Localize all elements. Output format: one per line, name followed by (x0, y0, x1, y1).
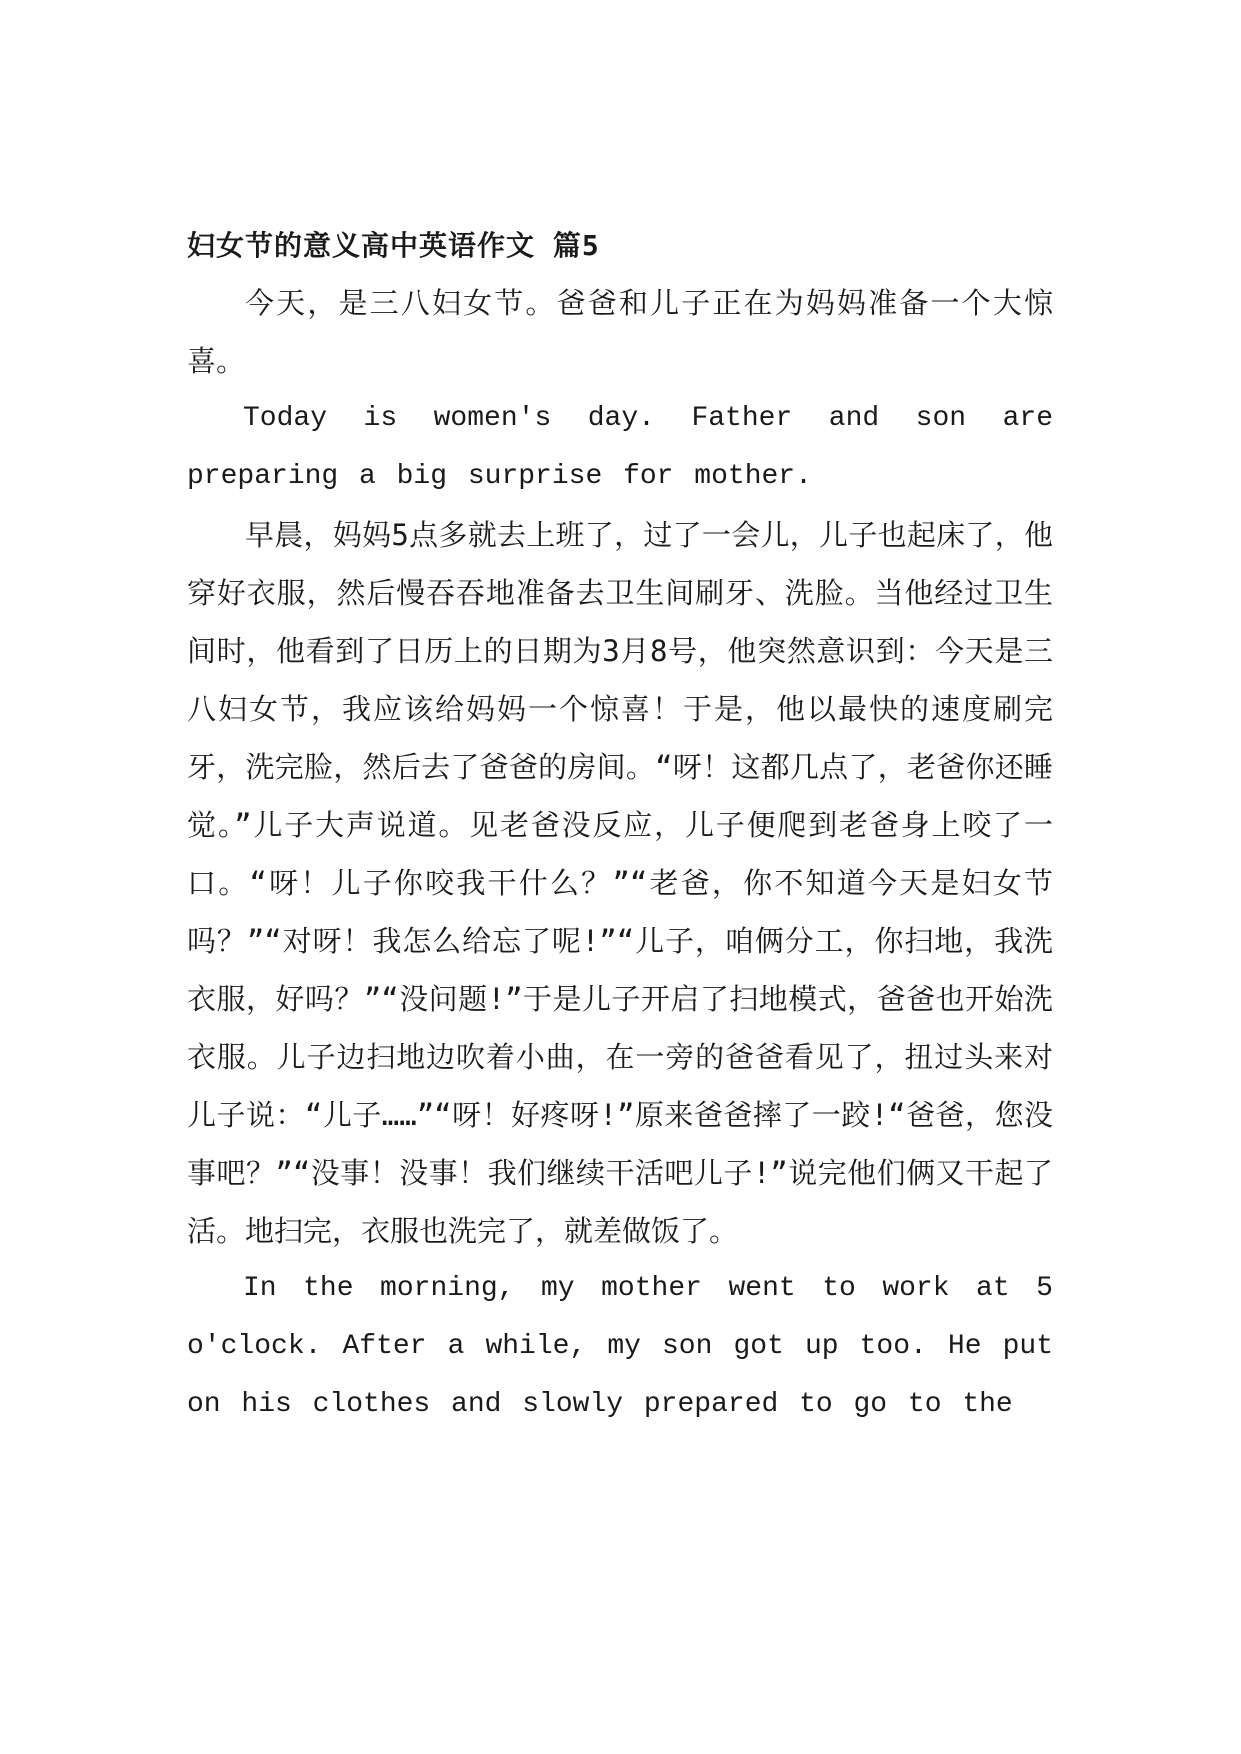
document-body (187, 218, 1053, 1434)
paragraph-chinese-story: 早晨，妈妈5点多就去上班了，过了一会儿，儿子也起床了，他穿好衣服，然后慢吞吞地准备去卫生间刷牙、洗脸。当他经过卫生间时，他看到了日历上的日期为3月8号，他突然意识到：今天是三八妇女节，我应该给妈妈一个惊喜！于是，他以最快的速度刷完牙，洗完脸，然后去了爸爸的房间。“呀！这都几点了，老爸你还睡觉。”儿子大声说道。见老爸没反应，儿子便爬到老爸身上咬了一口。“呀！儿子你咬我干什么？”“老爸，你不知道今天是妇女节吗？”“对呀！我怎么给忘了呢!”“儿子，咱俩分工，你扫地，我洗衣服，好吗？”“没问题!”于是儿子开启了扫地模式，爸爸也开始洗衣服。儿子边扫地边吹着小曲，在一旁的爸爸看见了，扭过头来对儿子说：“儿子……”“呀！好疼呀!”原来爸爸摔了一跤!“爸爸，您没事吧？”“没事！没事！我们继续干活吧儿子!”说完他们俩又干起了活。地扫完，衣服也洗完了，就差做饭了。 (187, 518, 1053, 1248)
paragraph-english-story: In the morning, my mother went to work at 5 o'clock. After a while, my son got up too. He put on his clothes and slowly prepared to go to the (187, 1273, 1053, 1420)
essay-title: 妇女节的意义高中英语作文 篇5 (187, 229, 600, 262)
paragraph-chinese-intro: 今天，是三八妇女节。爸爸和儿子正在为妈妈准备一个大惊喜。 (187, 286, 1053, 378)
paragraph-english-intro: Today is women's day. Father and son are preparing a big surprise for mother. (187, 403, 1053, 492)
